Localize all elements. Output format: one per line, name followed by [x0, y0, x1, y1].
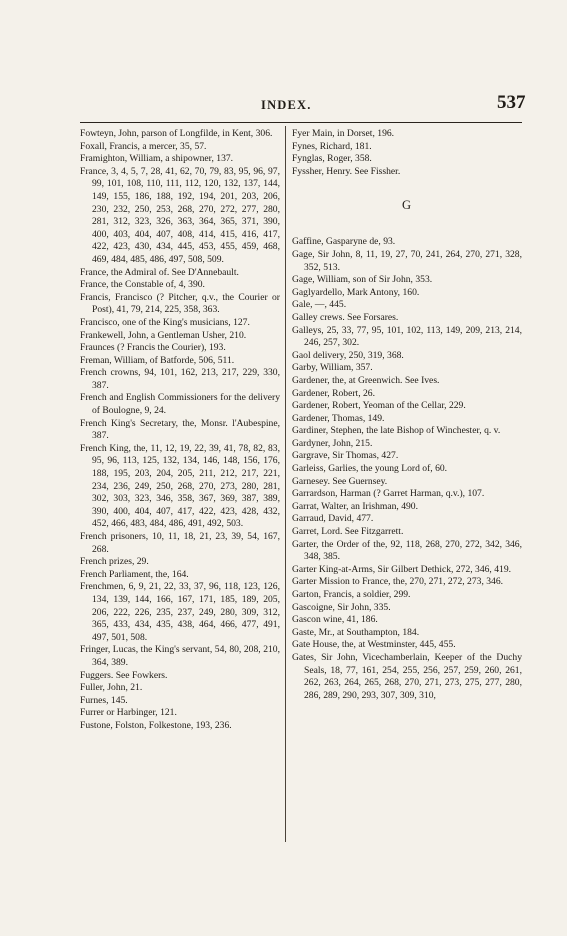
- index-entry: Garton, Francis, a soldier, 299.: [292, 589, 411, 600]
- header-rule: [80, 122, 522, 123]
- right-column-top-entries: [292, 128, 522, 178]
- index-entry: Garrat, Walter, an Irishman, 490.: [292, 500, 419, 512]
- index-column-left: [80, 128, 280, 733]
- index-entry: Garrardson, Harman (? Garret Harman, q.v.), 107.: [292, 488, 485, 500]
- index-entry: Gate House, the, at Westminster, 445, 455.: [292, 639, 456, 651]
- index-entry: Furrer or Harbinger, 121.: [80, 707, 177, 719]
- index-entry: Garnesey. See Guernsey.: [292, 475, 388, 487]
- index-entry: France, the Constable of, 4, 390.: [80, 279, 205, 291]
- index-entry: French Parliament, the, 164.: [80, 568, 189, 580]
- index-entry: Gardener, the, at Greenwich. See Ives.: [292, 374, 440, 386]
- index-entry: Furnes, 145.: [80, 694, 128, 706]
- index-entry: Frenchmen, 6, 9, 21, 22, 33, 37, 96, 118, 123, 126, 134, 139, 144, 166, 167, 171, 185, 189, 205, 206, 222, 226, 235, 237, 249, 280, 309, 312, 365, 433, 434, 435, 438, 464, 466, 477, 491, 497, 501, 508.: [80, 581, 280, 643]
- index-entry: Garter King-at-Arms, Sir Gilbert Dethick, 272, 346, 419.: [292, 563, 512, 575]
- index-entry: Gardiner, Stephen, the late Bishop of Winchester, q. v.: [292, 425, 501, 437]
- index-entry: Framighton, William, a shipowner, 137.: [80, 153, 234, 165]
- index-entry: Gage, Sir John, 8, 11, 19, 27, 70, 241, 264, 270, 271, 328, 352, 513.: [292, 248, 522, 273]
- index-entry: Gage, William, son of Sir John, 353.: [292, 274, 433, 286]
- index-entry: Foxall, Francis, a mercer, 35, 57.: [80, 140, 207, 152]
- index-entry: Gaffine, Gasparyne de, 93.: [292, 236, 396, 248]
- index-entry: Garter Mission to France, the, 270, 271, 272, 273, 346.: [292, 576, 504, 588]
- index-entry: French prisoners, 10, 11, 18, 21, 23, 39, 54, 167, 268.: [80, 531, 280, 555]
- index-entry: Gaste, Mr., at Southampton, 184.: [292, 626, 420, 638]
- index-entry: Fynglas, Roger, 358.: [292, 153, 372, 165]
- index-entry: Garraud, David, 477.: [292, 513, 374, 525]
- index-entry: Galleys, 25, 33, 77, 95, 101, 102, 113, 149, 209, 213, 214, 246, 257, 302.: [292, 324, 522, 349]
- index-entry: Gates, Sir John, Vicechamberlain, Keeper of the Duchy Seals, 18, 77, 161, 254, 255, 256, 257, 259, 260, 261, 262, 263, 264, 265, 268, 270, 271, 273, 275, 277, 280, 286, 289, 290, 293, 307, 309, 310,: [292, 651, 522, 701]
- index-entry: Gaol delivery, 250, 319, 368.: [292, 349, 404, 361]
- index-entry: Garby, William, 357.: [292, 362, 373, 374]
- index-entry: Gardener, Robert, 26.: [292, 387, 375, 399]
- running-title: INDEX.: [261, 98, 312, 112]
- index-entry: Garter, the Order of the, 92, 118, 268, 270, 272, 342, 346, 348, 385.: [292, 538, 522, 563]
- page-header: [0, 92, 567, 116]
- index-entry: Fuller, John, 21.: [80, 682, 143, 694]
- index-entry: French prizes, 29.: [80, 556, 149, 568]
- index-entry: Gascon wine, 41, 186.: [292, 614, 378, 626]
- index-entry: Francis, Francisco (? Pitcher, q.v., the Courier or Post), 41, 79, 214, 225, 358, 363.: [80, 291, 280, 316]
- index-entry: French and English Commissioners for the delivery of Boulogne, 9, 24.: [80, 392, 280, 417]
- index-entry: Gascoigne, Sir John, 335.: [292, 601, 391, 613]
- index-entry: France, the Admiral of. See D'Annebault.: [80, 266, 239, 278]
- index-entry: Gaglyardello, Mark Antony, 160.: [292, 286, 420, 298]
- page-number: 537: [497, 92, 526, 113]
- index-entry: Garleiss, Garlies, the young Lord of, 60.: [292, 463, 448, 475]
- index-entry: Gardyner, John, 215.: [292, 437, 373, 449]
- index-entry: France, 3, 4, 5, 7, 28, 41, 62, 70, 79, 83, 95, 96, 97, 99, 101, 108, 110, 111, 112, 120, 132, 137, 144, 149, 155, 186, 188, 192, 194, 201, 203, 206, 230, 232, 250, 253, 268, 270, 272, 277, 280, 281, 312, 323, 326, 363, 364, 365, 371, 390, 400, 403, 404, 407, 408, 414, 415, 416, 417, 422, 423, 430, 434, 445, 453, 455, 459, 468, 469, 484, 485, 486, 497, 508, 509.: [80, 165, 280, 265]
- index-entry: Fowteyn, John, parson of Longfilde, in Kent, 306.: [80, 128, 273, 139]
- right-column-bottom-entries: [292, 236, 522, 702]
- index-entry: Fyer Main, in Dorset, 196.: [292, 128, 395, 139]
- section-letter: G: [401, 198, 413, 213]
- index-entry: Fraunces (? Francis the Courier), 193.: [80, 342, 226, 354]
- index-entry: Gargrave, Sir Thomas, 427.: [292, 450, 399, 462]
- index-column-right: [292, 128, 522, 702]
- index-entry: Fynes, Richard, 181.: [292, 140, 372, 152]
- index-entry: Fringer, Lucas, the King's servant, 54, 80, 208, 210, 364, 389.: [80, 644, 280, 668]
- index-entry: French King's Secretary, the, Monsr. l'Aubespine, 387.: [80, 417, 280, 442]
- index-entry: Freman, William, of Batforde, 506, 511.: [80, 354, 235, 366]
- index-entry: Frankewell, John, a Gentleman Usher, 210.: [80, 329, 247, 341]
- index-entry: Francisco, one of the King's musicians, 127.: [80, 316, 250, 328]
- index-entry: French King, the, 11, 12, 19, 22, 39, 41, 78, 82, 83, 95, 96, 113, 125, 132, 134, 146, 148, 156, 176, 188, 195, 203, 204, 205, 211, 212, 217, 221, 234, 236, 249, 250, 268, 270, 273, 280, 281, 302, 303, 323, 346, 358, 367, 369, 387, 389, 390, 400, 404, 407, 417, 422, 423, 428, 432, 452, 466, 483, 484, 486, 491, 492, 503.: [80, 442, 280, 530]
- index-entry: Fustone, Folston, Folkestone, 193, 236.: [80, 719, 232, 731]
- column-divider: [285, 126, 286, 842]
- index-entry: Galley crews. See Forsares.: [292, 311, 399, 323]
- index-entry: Gardener, Thomas, 149.: [292, 412, 385, 424]
- index-entry: Garret, Lord. See Fitzgarrett.: [292, 526, 404, 538]
- index-entry: Fyssher, Henry. See Fissher.: [292, 165, 401, 177]
- index-entry: French crowns, 94, 101, 162, 213, 217, 229, 330, 387.: [80, 367, 280, 391]
- index-entry: Fuggers. See Fowkers.: [80, 669, 168, 681]
- index-entry: Gale, —, 445.: [292, 299, 347, 311]
- index-entry: Gardener, Robert, Yeoman of the Cellar, 229.: [292, 400, 466, 412]
